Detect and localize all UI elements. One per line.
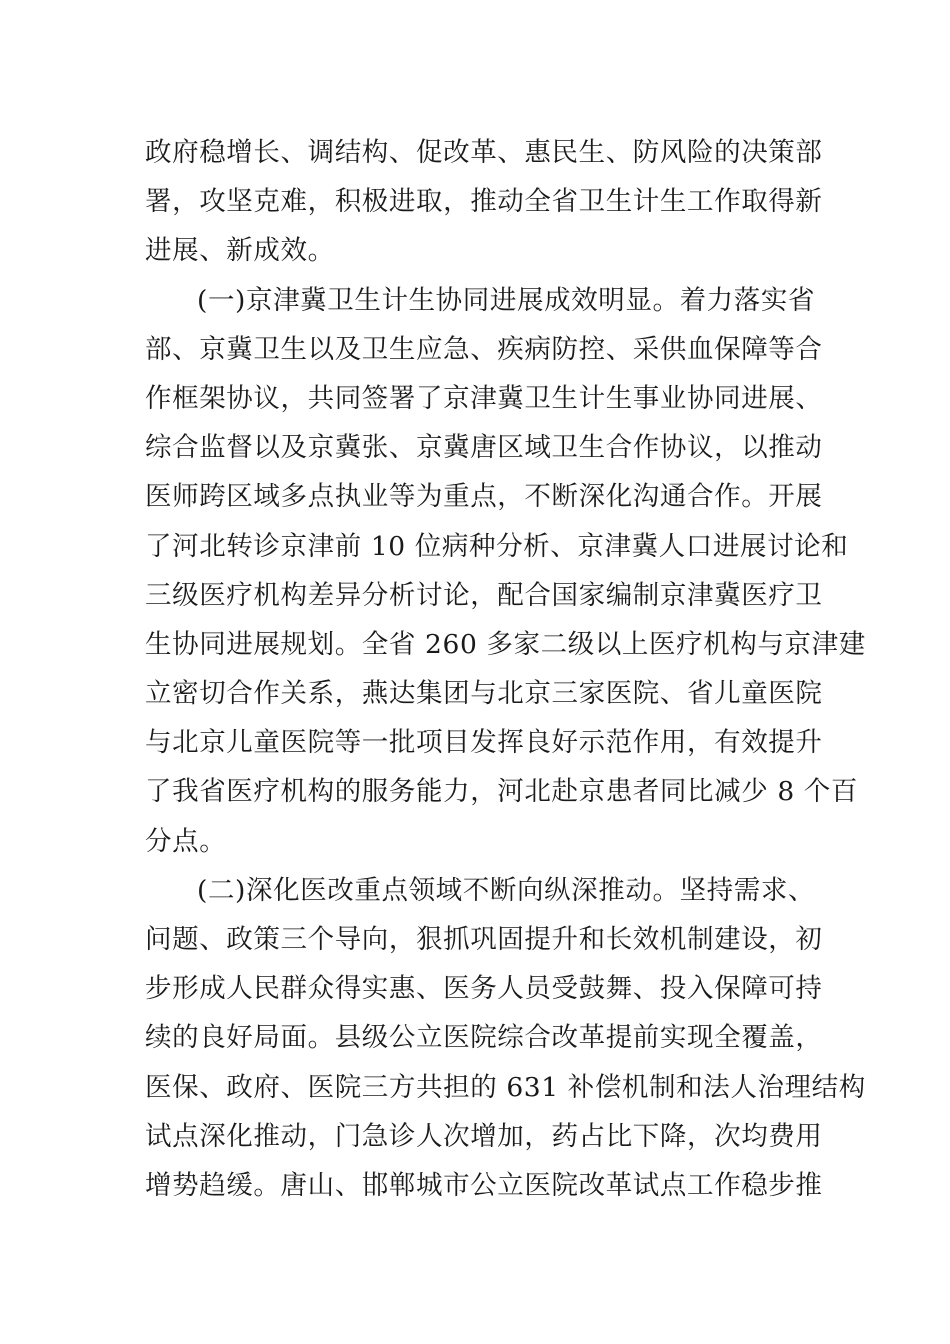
text-line: 与北京儿童医院等一批项目发挥良好示范作用，有效提升 — [145, 727, 823, 759]
text-line: 作框架协议，共同签署了京津冀卫生计生事业协同进展、 — [145, 382, 823, 414]
text-line: 政府稳增长、调结构、促改革、惠民生、防风险的决策部 — [145, 137, 823, 168]
text-line: 医保、政府、医院三方共担的 631 补偿机制和法人治理结构 — [145, 1071, 866, 1103]
text-line: 生协同进展规划。全省 260 多家二级以上医疗机构与京津建 — [145, 628, 866, 660]
text-line: 续的良好局面。县级公立医院综合改革提前实现全覆盖， — [145, 1022, 823, 1054]
document-body — [145, 128, 866, 1210]
text-line: (一)京津冀卫生计生协同进展成效明显。着力落实省 — [197, 284, 816, 316]
text-line: 增势趋缓。唐山、邯郸城市公立医院改革试点工作稳步推 — [145, 1169, 823, 1201]
text-line: 了河北转诊京津前 10 位病种分析、京津冀人口进展讨论和 — [145, 530, 849, 562]
text-line: 步形成人民群众得实惠、医务人员受鼓舞、投入保障可持 — [145, 973, 823, 1005]
text-line: 了我省医疗机构的服务能力，河北赴京患者同比减少 8 个百 — [145, 776, 859, 808]
text-line: 综合监督以及京冀张、京冀唐区域卫生合作协议，以推动 — [145, 432, 823, 464]
text-line: 进展、新成效。 — [145, 235, 335, 267]
text-line: 署，攻坚克难，积极进取，推动全省卫生计生工作取得新 — [145, 186, 823, 218]
text-line: 医师跨区域多点执业等为重点，不断深化沟通合作。开展 — [145, 481, 823, 513]
text-line: (二)深化医改重点领域不断向纵深推动。坚持需求、 — [197, 874, 816, 906]
text-line: 部、京冀卫生以及卫生应急、疾病防控、采供血保障等合 — [145, 333, 823, 365]
text-line: 分点。 — [145, 825, 227, 857]
text-line: 三级医疗机构差异分析讨论，配合国家编制京津冀医疗卫 — [145, 579, 823, 611]
text-line: 立密切合作关系，燕达集团与北京三家医院、省儿童医院 — [145, 678, 823, 710]
text-line: 问题、政策三个导向，狠抓巩固提升和长效机制建设，初 — [145, 924, 823, 955]
text-line: 试点深化推动，门急诊人次增加，药占比下降，次均费用 — [145, 1120, 823, 1152]
